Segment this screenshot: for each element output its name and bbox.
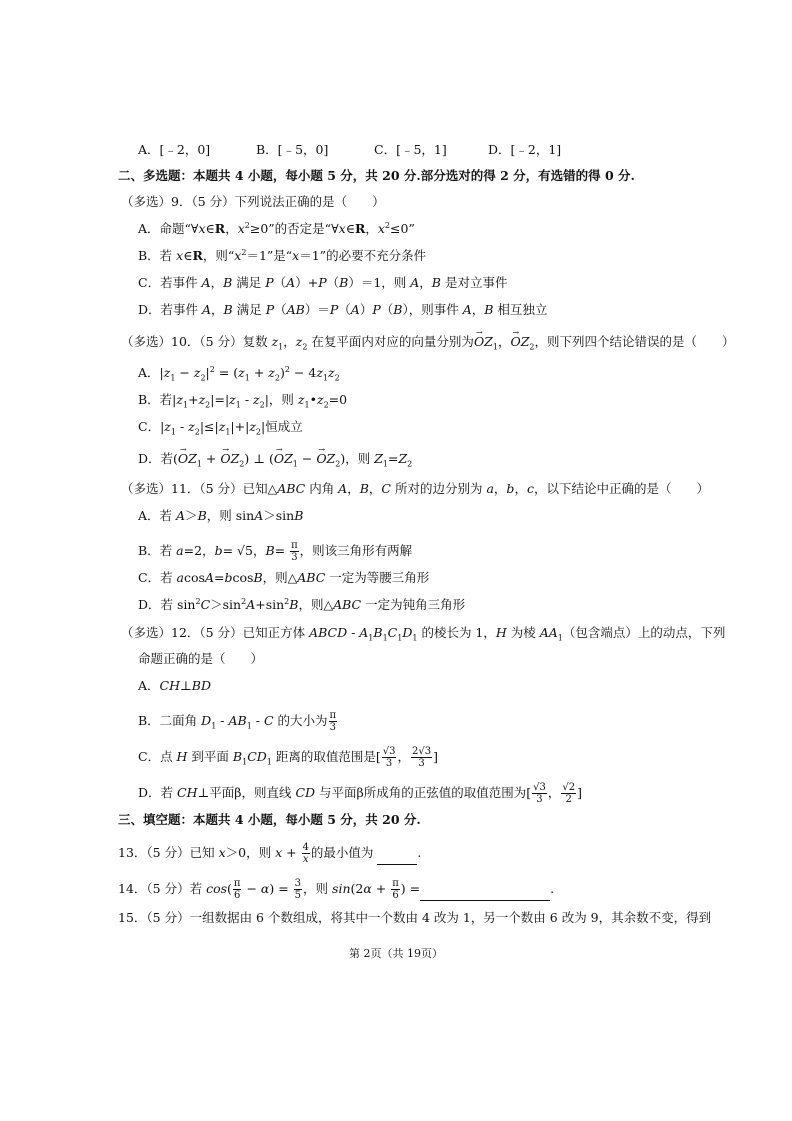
q10-option-a: A．$|z_1 - z_2|^2 = (z_1 + z_2)^2 - 4z_1z_2$: [138, 364, 340, 383]
q11-option-b: B．若 a=2，b= √5，B= $\frac{\pi}{3}$ ，则该三角形有两解: [138, 540, 413, 563]
q9-stem: （多选）9．（5 分）下列说法正确的是（ ）: [121, 194, 385, 209]
q11-option-c: C．若 acosA=bcosB，则△ABC 一定为等腰三角形: [138, 570, 430, 585]
q14-answer-blank[interactable]: [420, 888, 550, 901]
q10-stem: （多选）10．（5 分）复数 $z_1$，$z_2$ 在复平面内对应的向量分别为→ $OZ_1$，→ $OZ_2$，则下列四个结论错误的是（ ）: [121, 334, 735, 350]
q14: 14．（5 分）若 cos( $\frac{\pi}{6}$ − α) = $\frac{3}{5}$ ，则 sin(2α + $\frac{\pi}{6}$ ) = .: [118, 878, 555, 901]
q11-option-a: A．若 A＞B，则 sinA＞sinB: [138, 508, 304, 523]
q9-option-c: C．若事件 A，B 满足 P（A）+P（B）＝1，则 A，B 是对立事件: [138, 275, 508, 290]
section3-title: 三、填空题：本题共 4 小题，每小题 5 分，共 20 分.: [118, 812, 421, 827]
q10-option-c: C．$|z_1 - z_2|\le|z_1|+|z_2|$恒成立: [138, 419, 303, 437]
q11-option-d: D．若 $\sin^2C>\sin^2A+\sin^2B$，则△ABC 一定为钝角三角形: [138, 596, 466, 612]
q8-options: [138, 142, 561, 158]
q12-stem-line1: （多选）12．（5 分）已知正方体 ABCD - $A_1B_1C_1D_1$ 的棱长为 1，H 为棱 $AA_1$（包含端点）上的动点，下列: [121, 625, 726, 643]
q8-option-a: A．[﹣2，0]: [138, 142, 211, 157]
q15: 15．（5 分）一组数据由 6 个数组成，将其中一个数由 4 改为 1，另一个数由 6 改为 9，其余数不变，得到: [118, 910, 712, 925]
q8-option-c: C．[﹣5，1]: [374, 142, 447, 157]
q9-option-d: D．若事件 A，B 满足 P（AB）＝P（A）P（B），则事件 A，B 相互独立: [138, 302, 548, 317]
q12-option-c: C．点 H 到平面 $B_1CD_1$ 距离的取值范围是[ $\frac{√3}{3}$ ， $\frac{2√3}{3}$ ]: [138, 746, 438, 769]
q10-option-b: B．若$|z_1+z_2|=|z_1 - z_2|$，则 $z_1•z_2=0$: [138, 392, 348, 410]
q13-answer-blank[interactable]: [377, 852, 417, 865]
q8-option-b: B．[﹣5，0]: [256, 142, 329, 157]
page-footer: 第 2页（共 19页）: [349, 947, 443, 960]
q13: 13．（5 分）已知 x＞0，则 x + $\frac{4}{x}$ 的最小值为 .: [118, 842, 422, 865]
q12-option-b: B．二面角 $D_1 - AB_1$ - C 的大小为 $\frac{\pi}{3}$: [138, 710, 337, 733]
q12-option-a: A．CH⊥BD: [138, 678, 211, 693]
q9-option-b: B．若 x∈R，则“$x^2=1$”是“x＝1”的必要不充分条件: [138, 247, 427, 263]
q10-option-d: D．若(→ $OZ_1$ + → $OZ_2$) ⊥ (→ $OZ_1$ − → $OZ_2$)，则 $Z_1=Z_2$: [138, 451, 412, 467]
q9-option-a: A．命题“∀x∈R，$x^2\ge 0$”的否定是“∀x∈R，$x^2\le 0$”: [138, 220, 415, 236]
q12-option-d: D．若 CH⊥平面β，则直线 CD 与平面β所成角的正弦值的取值范围为[ $\frac{√3}{3}$ ， $\frac{√2}{2}$ ]: [138, 782, 582, 805]
q12-stem-line2: 命题正确的是（ ）: [138, 651, 264, 666]
section2-title: 二、多选题：本题共 4 小题，每小题 5 分，共 20 分.部分选对的得 2 分，有选错的得 0 分.: [118, 168, 635, 183]
q8-option-d: D．[﹣2，1]: [488, 142, 562, 157]
q11-stem: （多选）11．（5 分）已知△ABC 内角 A，B，C 所对的边分别为 a，b，c，以下结论中正确的是（ ）: [121, 481, 709, 496]
